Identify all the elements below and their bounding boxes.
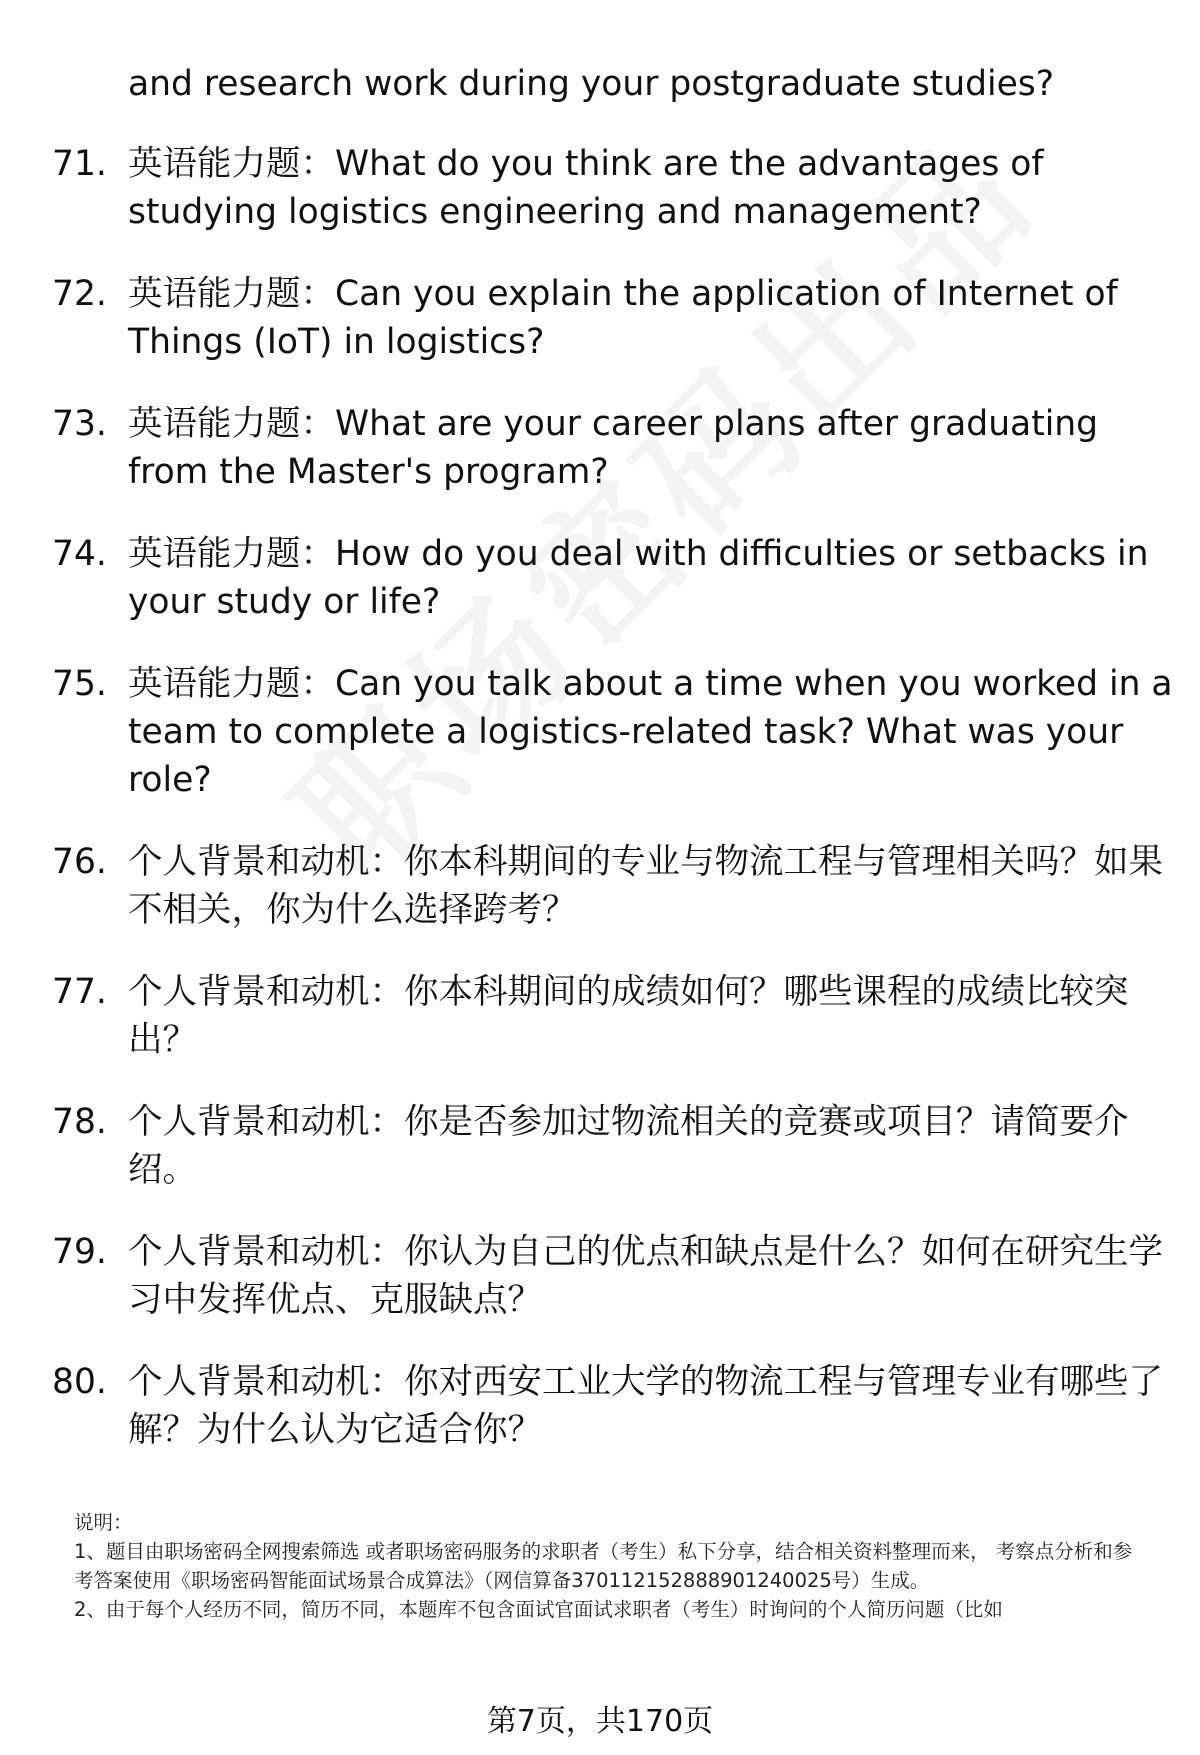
question-list — [0, 140, 1200, 1488]
question-text: 英语能力题：What do you think are the advantages of studying logistics engineering and management? — [128, 144, 1044, 232]
question-number: 73. — [52, 404, 107, 444]
question-text: 个人背景和动机：你是否参加过物流相关的竞赛或项目？请简要介绍。 — [128, 1102, 1129, 1190]
question-number: 74. — [52, 534, 107, 574]
question-text: 个人背景和动机：你对西安工业大学的物流工程与管理专业有哪些了解？为什么认为它适合你？ — [128, 1362, 1163, 1450]
question-item — [0, 1098, 1200, 1194]
page-number-footer: 第7页，共170页 — [486, 1704, 714, 1739]
question-item — [0, 1228, 1200, 1324]
question-number: 71. — [52, 144, 107, 184]
question-text: 英语能力题：Can you talk about a time when you worked in a team to complete a logistics-related task? What was your role? — [128, 664, 1173, 800]
notes-heading: 说明： — [74, 1511, 133, 1534]
question-item — [0, 968, 1200, 1064]
question-text: 英语能力题：Can you explain the application of Internet of Things (IoT) in logistics? — [128, 274, 1118, 362]
question-number: 78. — [52, 1102, 107, 1142]
notes-section — [74, 1508, 1144, 1624]
question-text: 英语能力题：What are your career plans after graduating from the Master's program? — [128, 404, 1099, 492]
question-item — [0, 838, 1200, 934]
question-item — [0, 400, 1200, 496]
question-number: 75. — [52, 664, 107, 704]
question-item — [0, 1358, 1200, 1454]
question-item — [0, 140, 1200, 236]
continued-question-text: and research work during your postgraduate studies? — [128, 64, 1055, 104]
question-number: 76. — [52, 842, 107, 882]
question-text: 英语能力题：How do you deal with difficulties or setbacks in your study or life? — [128, 534, 1149, 622]
question-text: 个人背景和动机：你本科期间的专业与物流工程与管理相关吗？如果不相关，你为什么选择跨考？ — [128, 842, 1163, 930]
question-text: 个人背景和动机：你本科期间的成绩如何？哪些课程的成绩比较突出？ — [128, 972, 1129, 1060]
question-item — [0, 530, 1200, 626]
question-item — [0, 270, 1200, 366]
question-text: 个人背景和动机：你认为自己的优点和缺点是什么？如何在研究生学习中发挥优点、克服缺点？ — [128, 1232, 1163, 1320]
question-number: 77. — [52, 972, 107, 1012]
notes-item: 1、题目由职场密码全网搜索筛选 或者职场密码服务的求职者（考生）私下分享，结合相关资料整理而来， 考察点分析和参考答案使用《职场密码智能面试场景合成算法》（网信算备370112152888901240025号）生成。 — [74, 1540, 1133, 1592]
question-number: 80. — [52, 1362, 107, 1402]
notes-item: 2、由于每个人经历不同，简历不同，本题库不包含面试官面试求职者（考生）时询问的个人简历问题（比如 — [74, 1598, 1003, 1621]
question-number: 79. — [52, 1232, 107, 1272]
question-item — [0, 660, 1200, 804]
question-number: 72. — [52, 274, 107, 314]
